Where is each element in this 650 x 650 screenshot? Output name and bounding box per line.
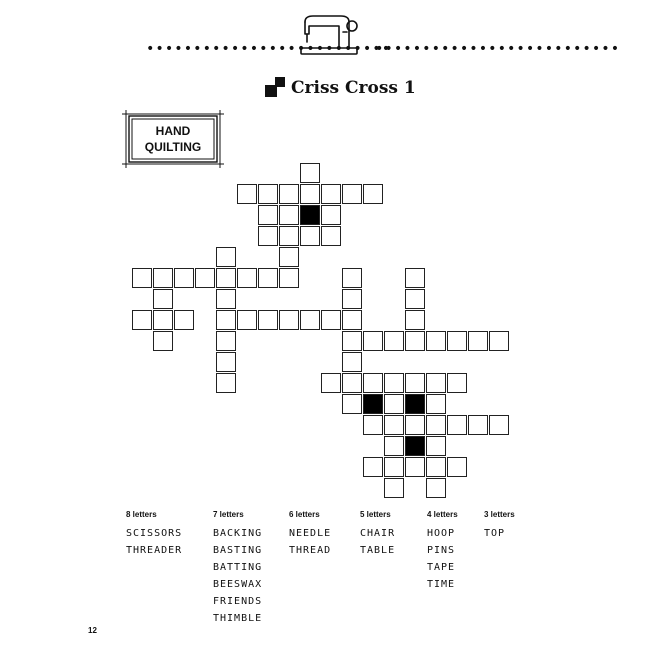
crossword-cell[interactable] xyxy=(258,184,278,204)
word-list-3 xyxy=(484,510,515,542)
word-list-4 xyxy=(427,510,458,593)
crossword-cell[interactable] xyxy=(153,331,173,351)
word-list-heading: 7 letters xyxy=(213,510,244,519)
crossword-cell[interactable] xyxy=(468,331,488,351)
badge-line-1: HAND xyxy=(155,124,191,138)
crossword-cell[interactable] xyxy=(216,310,236,330)
crossword-cell[interactable] xyxy=(447,373,467,393)
crossword-cell[interactable] xyxy=(153,268,173,288)
word-item: HOOP xyxy=(427,528,456,539)
crossword-black-cell xyxy=(363,394,383,414)
word-item: THREADER xyxy=(126,545,183,556)
word-item: BASTING xyxy=(213,545,263,556)
crossword-cell[interactable] xyxy=(216,289,236,309)
crossword-cell[interactable] xyxy=(216,352,236,372)
right-dotted-rule: •••••••••••••••••••••••••• xyxy=(375,41,621,57)
crossword-cell[interactable] xyxy=(195,268,215,288)
word-item: BATTING xyxy=(213,562,263,573)
crossword-cell[interactable] xyxy=(384,415,404,435)
crossword-cell[interactable] xyxy=(363,184,383,204)
crossword-black-cell xyxy=(405,436,425,456)
crossword-cell[interactable] xyxy=(279,184,299,204)
word-item: CHAIR xyxy=(360,528,396,539)
crossword-cell[interactable] xyxy=(405,373,425,393)
crossword-cell[interactable] xyxy=(384,394,404,414)
category-badge xyxy=(122,110,224,168)
crossword-cell[interactable] xyxy=(384,436,404,456)
crossword-cell[interactable] xyxy=(405,268,425,288)
page-title: Criss Cross 1 xyxy=(291,78,416,98)
crossword-cell[interactable] xyxy=(279,310,299,330)
crossword-cell[interactable] xyxy=(258,226,278,246)
crossword-cell[interactable] xyxy=(405,310,425,330)
crossword-cell[interactable] xyxy=(363,415,383,435)
crossword-cell[interactable] xyxy=(258,205,278,225)
crossword-cell[interactable] xyxy=(342,373,362,393)
word-list-6 xyxy=(289,510,331,559)
crossword-cell[interactable] xyxy=(405,331,425,351)
crossword-cell[interactable] xyxy=(300,184,320,204)
crossword-cell[interactable] xyxy=(237,268,257,288)
word-list-heading: 6 letters xyxy=(289,510,320,519)
crossword-cell[interactable] xyxy=(174,310,194,330)
crossword-cell[interactable] xyxy=(447,415,467,435)
crossword-cell[interactable] xyxy=(132,268,152,288)
crossword-cell[interactable] xyxy=(279,226,299,246)
title-row xyxy=(265,76,416,100)
crossword-cell[interactable] xyxy=(489,415,509,435)
crossword-cell[interactable] xyxy=(300,163,320,183)
crossword-cell[interactable] xyxy=(300,226,320,246)
crossword-cell[interactable] xyxy=(153,310,173,330)
crossword-cell[interactable] xyxy=(258,268,278,288)
crossword-cell[interactable] xyxy=(426,478,446,498)
crossword-cell[interactable] xyxy=(279,268,299,288)
crossword-cell[interactable] xyxy=(426,331,446,351)
crossword-cell[interactable] xyxy=(216,373,236,393)
crossword-cell[interactable] xyxy=(216,331,236,351)
crossword-cell[interactable] xyxy=(426,415,446,435)
crossword-cell[interactable] xyxy=(384,373,404,393)
word-list-heading: 4 letters xyxy=(427,510,458,519)
crossword-cell[interactable] xyxy=(447,457,467,477)
crossword-cell[interactable] xyxy=(405,415,425,435)
crossword-cell[interactable] xyxy=(426,457,446,477)
word-item: BACKING xyxy=(213,528,263,539)
crossword-cell[interactable] xyxy=(321,310,341,330)
crossword-cell[interactable] xyxy=(342,184,362,204)
word-item: THIMBLE xyxy=(213,613,263,624)
crossword-cell[interactable] xyxy=(384,457,404,477)
crossword-cell[interactable] xyxy=(426,394,446,414)
crossword-cell[interactable] xyxy=(384,478,404,498)
word-item: NEEDLE xyxy=(289,528,332,539)
crossword-cell[interactable] xyxy=(300,310,320,330)
sewing-machine-icon xyxy=(299,12,361,58)
word-item: TAPE xyxy=(427,562,456,573)
crossword-cell[interactable] xyxy=(426,436,446,456)
word-list-heading: 5 letters xyxy=(360,510,391,519)
word-item: THREAD xyxy=(289,545,332,556)
crossword-cell[interactable] xyxy=(153,289,173,309)
crossword-cell[interactable] xyxy=(321,226,341,246)
word-item: PINS xyxy=(427,545,456,556)
crossword-cell[interactable] xyxy=(363,373,383,393)
crossword-cell[interactable] xyxy=(342,310,362,330)
crossword-cell[interactable] xyxy=(279,247,299,267)
crossword-cell[interactable] xyxy=(447,331,467,351)
word-list-7 xyxy=(213,510,262,627)
word-item: BEESWAX xyxy=(213,579,263,590)
crossword-cell[interactable] xyxy=(405,289,425,309)
crossword-cell[interactable] xyxy=(321,373,341,393)
crossword-cell[interactable] xyxy=(363,331,383,351)
crossword-cell[interactable] xyxy=(132,310,152,330)
crossword-cell[interactable] xyxy=(342,268,362,288)
crossword-cell[interactable] xyxy=(258,310,278,330)
crossword-cell[interactable] xyxy=(468,415,488,435)
crossword-cell[interactable] xyxy=(489,331,509,351)
crossword-cell[interactable] xyxy=(342,394,362,414)
left-dotted-rule: •••••••••••••••••••••••••• xyxy=(146,41,392,57)
word-list-5 xyxy=(360,510,395,559)
badge-line-2: QUILTING xyxy=(144,140,202,154)
word-list-heading: 8 letters xyxy=(126,510,157,519)
crossword-cell[interactable] xyxy=(342,289,362,309)
word-item: SCISSORS xyxy=(126,528,183,539)
word-list-8 xyxy=(126,510,182,559)
crossword-cell[interactable] xyxy=(321,184,341,204)
crossword-cell[interactable] xyxy=(237,310,257,330)
word-item: TABLE xyxy=(360,545,396,556)
crossword-cell[interactable] xyxy=(384,331,404,351)
word-item: FRIENDS xyxy=(213,596,263,607)
crossword-cell[interactable] xyxy=(426,373,446,393)
crossword-cell[interactable] xyxy=(174,268,194,288)
word-list-heading: 3 letters xyxy=(484,510,515,519)
crossword-cell[interactable] xyxy=(405,457,425,477)
title-block-icon xyxy=(265,77,287,99)
crossword-cell[interactable] xyxy=(279,205,299,225)
crossword-cell[interactable] xyxy=(342,331,362,351)
page-number: 12 xyxy=(88,626,97,635)
crossword-cell[interactable] xyxy=(363,457,383,477)
crossword-black-cell xyxy=(300,205,320,225)
crossword-black-cell xyxy=(405,394,425,414)
crossword-cell[interactable] xyxy=(216,247,236,267)
crossword-cell[interactable] xyxy=(216,268,236,288)
word-item: TOP xyxy=(484,528,506,539)
crossword-cell[interactable] xyxy=(237,184,257,204)
crossword-cell[interactable] xyxy=(321,205,341,225)
word-item: TIME xyxy=(427,579,456,590)
crossword-cell[interactable] xyxy=(342,352,362,372)
